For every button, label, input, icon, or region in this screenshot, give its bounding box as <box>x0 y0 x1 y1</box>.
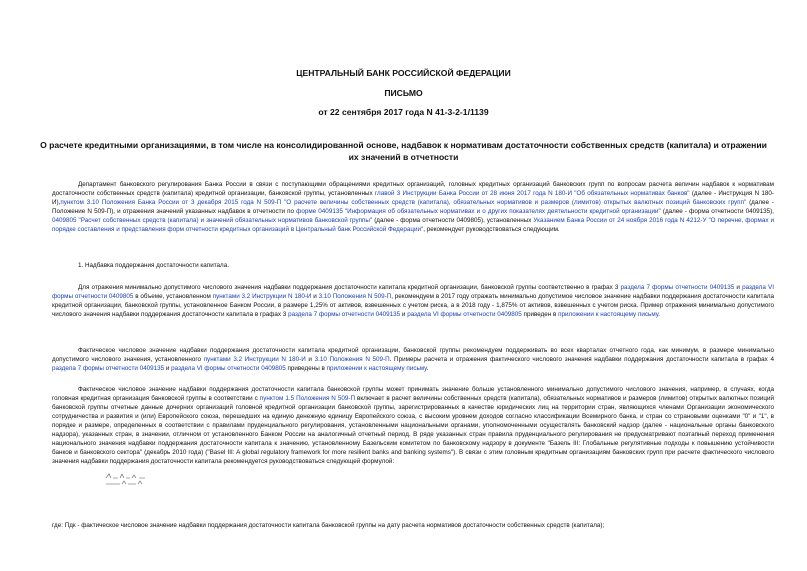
link-section6-form-0409805[interactable]: раздела VI формы отчетности 0409805 <box>52 284 774 300</box>
link-section6-form-0409805[interactable]: раздела VI формы отчетности 0409805 <box>171 365 286 372</box>
text-span: , рекомендует руководствоваться следующим. <box>423 226 560 233</box>
formula-explanation <box>52 521 774 530</box>
link-form-0409805[interactable]: 0409805 "Расчет собственных средств (капитала) и значений обязательных нормативов банковской группы" <box>52 217 373 224</box>
text-span: где: Пдк - фактическое числовое значение надбавки поддержания достаточности капитала банковской группы на дату расчета нормативов достаточности собственных средств (капитала); <box>52 522 605 529</box>
text-span: . <box>658 311 660 318</box>
paragraph-minimum-value <box>52 283 774 319</box>
bank-name: ЦЕНТРАЛЬНЫЙ БАНК РОССИЙСКОЙ ФЕДЕРАЦИИ <box>296 68 511 78</box>
link-instruction-180i-item32[interactable]: пунктами 3.2 Инструкции N 180-И <box>203 356 306 363</box>
text-span: Для отражения минимально допустимого числового значения надбавки поддержания достаточности капитала кредитной организации, банковской группы соответственно в графах 3 <box>78 284 621 291</box>
section-heading <box>52 261 774 270</box>
paragraph-intro <box>52 180 774 234</box>
text-span: 1. Надбавка поддержания достаточности капитала. <box>78 262 229 269</box>
link-section7-form-0409135[interactable]: раздела 7 формы отчетности 0409135 <box>288 311 401 318</box>
link-form-0409135[interactable]: форме 0409135 "Информация об обязательных нормативах и о других показателях деятельности кредитной организации" <box>296 208 661 215</box>
link-directive-4212u[interactable]: Указанием Банка России от 24 ноября 2016 года N 4212-У "О перечне, формах и порядке составления и представления форм отчетности кредитных организаций в Центральный банк Российской Федерации" <box>52 217 774 233</box>
link-instruction-180i-item32[interactable]: пунктами 3.2 Инструкции N 180-И <box>212 293 312 300</box>
text-span: приведены в <box>285 365 327 372</box>
text-span: Департамент банковского регулирования Банка России в связи с поступающими обращениями кредитных организаций, головных кредитных организаций банковских групп по вопросам расчета величин надбавок к нормативам достаточности собственных средств (капитала) кредитной организации, банковской группы, установленных <box>52 181 774 197</box>
link-regulation-509p-item15[interactable]: пунктом 1.5 Положения N 509-П <box>259 395 355 402</box>
link-section6-form-0409805[interactable]: раздела VI формы отчетности 0409805 <box>407 311 522 318</box>
document-date-number: от 22 сентября 2017 года N 41-3-2-1/1139 <box>318 107 489 117</box>
link-appendix[interactable]: приложении к настоящему письму <box>326 365 427 372</box>
text-span: (далее - форма отчетности 0409805), установленных <box>372 217 534 224</box>
text-span: (далее - Инструкция N 180-И), <box>52 190 775 206</box>
paragraph-actual-value <box>52 346 774 373</box>
text-span: Фактическое числовое значение надбавки поддержания достаточности капитала кредитной организации, банковской группы рекомендуем поддерживать во всех кварталах отчетного года, как минимум, в размере минимально допустимого числового значения, установленного <box>52 347 774 363</box>
link-regulation-509p-item310[interactable]: 3.10 Положения N 509-П <box>318 293 392 300</box>
text-span: и <box>305 356 315 363</box>
link-instruction-180i-chapter3[interactable]: главой 3 Инструкции Банка России от 28 июня 2017 года N 180-И "Об обязательных нормативах банков" <box>374 190 690 197</box>
formula-image <box>104 468 150 490</box>
link-section7-form-0409135[interactable]: раздела 7 формы отчетности 0409135 <box>620 284 735 291</box>
text-span: в объеме, установленном <box>133 293 213 300</box>
text-span: . <box>426 365 429 372</box>
link-regulation-509p-item310[interactable]: 3.10 Положения N 509-П <box>314 356 390 363</box>
text-span: включает в расчет величины собственных средств (капитала), обязательных нормативов и размеров (лимитов) открытых валютных позиций банковской группы отчетные данные дочерних организаций головной кредитной организации банковской группы, зарегистрированных в качестве юридических лиц на территории стран, являющихся членами Организации экономического сотрудничества и развития и (или) Европейского союза, перешедших на единую денежную единицу Европейского союза, с высоким уровнем доходов согласно классификации Всемирного банка, и стран со страновыми оценками "0" и "1", в порядке и размере, определенных в соответствии с правилами пруденциального регулирования, установленными национальными органами, уполномоченными осуществлять банковский надзор (далее - национальные органы банковского надзора), указанных стран, в значении, отличном от установленного Банком России на аналогичный отчетный период. В ряде указанных стран правила пруденциального регулирования не предусматривают поэтапный переход применения национального значения надбавки поддержания достаточности капитала к значению, установленному Базельским комитетом по банковскому надзору в документе "Базель III: Глобальные регулятивные подходы к повышению устойчивости банков и банковского сектора" (декабрь 2010 года) ("Basel III: A global regulatory framework for more resilient banks and banking systems"). В связи с этим головным кредитным организациям банковских групп при расчете фактического числового значения надбавки поддержания достаточности капитала рекомендуется руководствоваться следующей формулой: <box>52 395 775 465</box>
text-span: Фактическое числовое значение надбавки поддержания достаточности капитала банковской группы может принимать значение больше установленного минимально допустимого числового значения, например, в случаях, когда головная кредитная организация банковской группы в соответствии с <box>52 386 774 402</box>
text-span: и <box>164 365 172 372</box>
document-title: О расчете кредитными организациями, в том числе на консолидированной основе, надбавок к нормативам достаточности собственных средств (капитала) и отражении их значений в отчетности <box>40 140 767 162</box>
text-span: и <box>400 311 408 318</box>
link-regulation-509p-item310[interactable]: пунктом 3.10 Положения Банка России от 3 декабря 2015 года N 509-П "О расчете величины собственных средств (капитала), обязательных нормативов и размеров (лимитов) открытых валютных позиций банковских групп" <box>60 199 747 206</box>
text-span: и <box>311 293 319 300</box>
link-section7-form-0409135[interactable]: раздела 7 формы отчетности 0409135 <box>52 365 165 372</box>
text-span: и <box>734 284 743 291</box>
text-span: (далее - Положение N 509-П), и отражения значений указанных надбавок в отчетности по <box>52 199 774 215</box>
link-appendix[interactable]: приложении к настоящему письму <box>558 311 659 318</box>
text-span: , рекомендуем в 2017 году отражать минимально допустимое числовое значение надбавки поддержания достаточности капитала кредитной организации, банковской группы, установленное Банком России, в размере 1,25% от активов, взвешенных с учетом риска, а в 2018 году - 1,875% от активов, взвешенных с учетом риска. Пример отражения минимально допустимого числового значения надбавки поддержания достаточности капитала в графах 3 <box>52 293 774 318</box>
paragraph-group-value <box>52 385 774 466</box>
text-span: . Примеры расчета и отражения фактического числового значения надбавки поддержания достаточности капитала в графах 4 <box>389 356 774 363</box>
document-type: ПИСЬМО <box>384 88 423 98</box>
text-span: приведен в <box>521 311 559 318</box>
text-span: (далее - форма отчетности 0409135), <box>660 208 774 215</box>
